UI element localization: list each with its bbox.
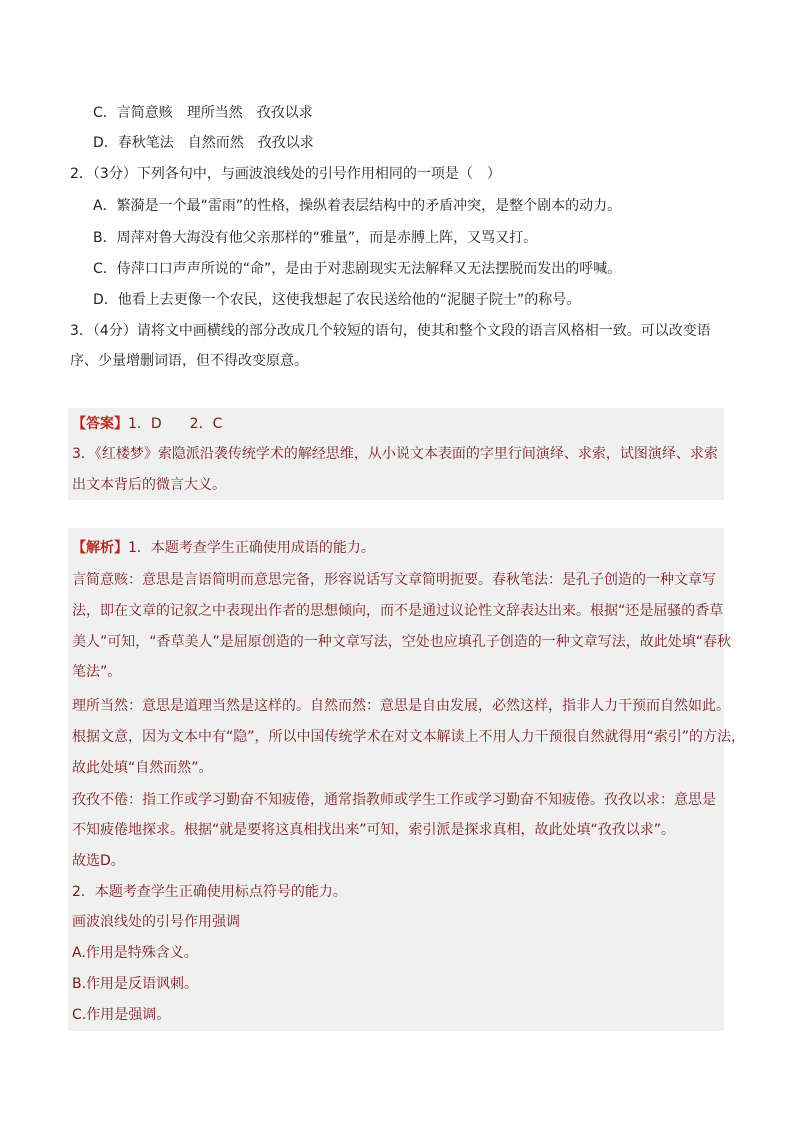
analysis-line: 2．本题考查学生正确使用标点符号的能力。 (72, 884, 347, 900)
question-2-option-b: B．周萍对鲁大海没有他父亲那样的“雅量”，而是赤膊上阵，又骂又打。 (93, 230, 538, 246)
question-2-option-c: C．侍萍口口声声所说的“命”，是由于对悲剧现实无法解释又无法摆脱而发出的呼喊。 (93, 261, 622, 277)
option-d: D．春秋笔法 自然而然 孜孜以求 (93, 135, 314, 151)
analysis-tag: 【解析】 (72, 540, 128, 556)
answer-line-3: 出文本背后的微言大义。 (72, 477, 226, 493)
question-3-line-2: 序、少量增删词语，但不得改变原意。 (70, 353, 308, 369)
analysis-line: 根据文意，因为文本中有“隐”，所以中国传统学术在对文本解读上不用人力干预很自然就得用“索引”的方法， (72, 729, 746, 745)
analysis-line: A.作用是特殊含义。 (72, 945, 198, 961)
analysis-line: 笔法”。 (72, 664, 122, 680)
analysis-line: 美人”可知，“香草美人”是屈原创造的一种文章写法，空处也应填孔子创造的一种文章写法，故此处填“春秋 (72, 634, 732, 650)
answer-line-2: 3．《红楼梦》索隐派沿袭传统学术的解经思维，从小说文本表面的字里行间演绎、求索，试图演绎、求索 (72, 446, 718, 462)
analysis-line: 孜孜不倦：指工作或学习勤奋不知疲倦，通常指教师或学生工作或学习勤奋不知疲倦。孜孜以求：意思是 (72, 792, 716, 808)
option-c: C．言简意赅 理所当然 孜孜以求 (93, 105, 313, 121)
question-2: 2．（3分）下列各句中，与画波浪线处的引号作用相同的一项是（ ） (70, 166, 501, 182)
analysis-line: 法，即在文章的记叙之中表现出作者的思想倾向，而不是通过议论性文辞表达出来。根据“还是屈骚的香草 (72, 603, 724, 619)
analysis-line: 画波浪线处的引号作用强调 (72, 914, 240, 930)
answer-box (68, 408, 724, 500)
analysis-line: 故选D。 (72, 853, 125, 869)
question-2-option-d: D．他看上去更像一个农民，这使我想起了农民送给他的“泥腿子院士”的称号。 (93, 292, 581, 308)
analysis-line: 不知疲倦地探求。根据“就是要将这真相找出来”可知，索引派是探求真相，故此处填“孜孜以求”。 (72, 822, 676, 838)
answer-text: 1．D 2．C (128, 416, 223, 432)
analysis-head (72, 538, 375, 558)
analysis-line: C.作用是强调。 (72, 1007, 171, 1023)
analysis-line: 理所当然：意思是道理当然是这样的。自然而然：意思是自由发展，必然这样，指非人力干预而自然如此。 (72, 698, 730, 714)
analysis-line: B.作用是反语讽刺。 (72, 976, 199, 992)
answer-line-1 (72, 414, 222, 434)
analysis-box (68, 528, 746, 1031)
analysis-head-text: 1．本题考查学生正确使用成语的能力。 (128, 540, 375, 556)
question-3-line-1: 3．（4分）请将文中画横线的部分改成几个较短的语句，使其和整个文段的语言风格相一致。可以改变语 (70, 323, 711, 339)
analysis-line: 言简意赅：意思是言语简明而意思完备，形容说话写文章简明扼要。春秋笔法：是孔子创造的一种文章写 (72, 572, 716, 588)
analysis-line: 故此处填“自然而然”。 (72, 760, 213, 776)
answer-tag: 【答案】 (72, 416, 128, 432)
question-2-option-a: A．繁漪是一个最“雷雨”的性格，操纵着表层结构中的矛盾冲突，是整个剧本的动力。 (93, 198, 622, 214)
